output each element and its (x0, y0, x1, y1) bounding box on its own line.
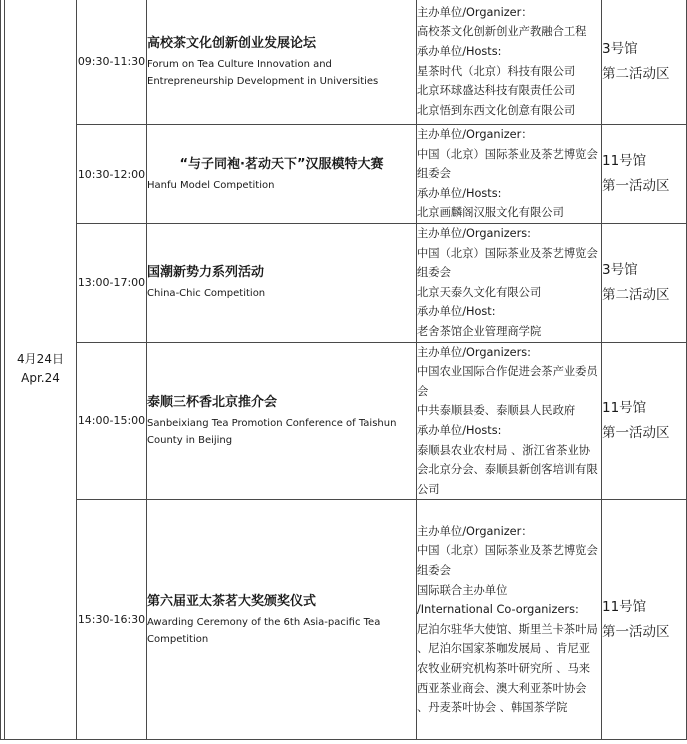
org-line: 北京悟到东西文化创意有限公司 (417, 103, 576, 117)
event-title-en: Forum on Tea Culture Innovation and Entrepreneurship Development in Universities (147, 58, 379, 87)
table-row (1, 125, 687, 224)
event-title-en: Awarding Ceremony of the 6th Asia-pacific Tea Competition (147, 616, 381, 645)
org-line: 主办单位/Organizers: (417, 345, 531, 359)
title-cell (147, 224, 417, 343)
venue-cell (602, 500, 687, 740)
org-line: 老舍茶馆企业管理商学院 (417, 324, 542, 338)
time-cell: 10:30-12:00 (77, 125, 147, 224)
venue-cell (602, 125, 687, 224)
title-cell (147, 125, 417, 224)
event-title-en: Sanbeixiang Tea Promotion Conference of Taishun County in Beijing (147, 417, 397, 446)
date-cn: 4月24日 (17, 352, 64, 367)
org-line: 承办单位/Hosts: (417, 186, 502, 200)
org-line: 主办单位/Organizer： (417, 524, 533, 538)
title-cell (147, 0, 417, 125)
org-line: 泰顺县农业农村局 、浙江省茶业协会北京分会、泰顺县新创客培训有限公司 (417, 443, 598, 496)
org-line: 主办单位/Organizer： (417, 128, 533, 142)
org-line: 主办单位/Organizer： (417, 5, 533, 19)
table-row (1, 224, 687, 343)
venue-hall: 11号馆 (602, 399, 647, 416)
org-line: 北京环球盛达科技有限责任公司 (417, 84, 576, 98)
table-row (1, 0, 687, 125)
organizer-cell (417, 125, 602, 224)
venue-area: 第一活动区 (602, 178, 670, 194)
venue-hall: 11号馆 (602, 153, 647, 169)
venue-area: 第一活动区 (602, 424, 670, 441)
org-line: 国际联合主办单位 (417, 583, 508, 597)
event-title-cn: “与子同袍·茗动天下”汉服模特大赛 (179, 156, 384, 172)
org-line: 中国（北京）国际茶业及茶艺博览会组委会 (417, 246, 598, 280)
org-line: 尼泊尔驻华大使馆、斯里兰卡茶叶局 、尼泊尔国家茶咖发展局 、肯尼亚农牧业研究机构茶叶研究所 、马来西亚茶业商会、澳大利亚茶叶协会 、丹麦茶叶协会 、韩国茶学院 (417, 622, 598, 715)
title-cell (147, 500, 417, 740)
org-line: 承办单位/Hosts: (417, 44, 502, 58)
date-en: Apr.24 (21, 371, 60, 386)
venue-hall: 11号馆 (602, 598, 647, 615)
venue-area: 第一活动区 (602, 623, 670, 640)
table-row (1, 500, 687, 740)
org-line: 北京天泰久文化有限公司 (417, 285, 542, 299)
org-line: 中共泰顺县委、泰顺县人民政府 (417, 404, 576, 418)
venue-cell (602, 0, 687, 125)
table-row (1, 342, 687, 500)
venue-cell (602, 342, 687, 500)
time-cell: 09:30-11:30 (77, 0, 147, 125)
venue-hall: 3号馆 (602, 40, 638, 57)
org-line: 中国农业国际合作促进会茶产业委员会 (417, 365, 598, 398)
event-title-en: China-Chic Competition (147, 288, 266, 300)
event-title-cn: 国潮新势力系列活动 (147, 265, 265, 281)
event-title-cn: 泰顺三杯香北京推介会 (147, 394, 278, 410)
org-line: 星茶时代（北京）科技有限公司 (417, 64, 576, 78)
org-line: 承办单位/Hosts: (417, 423, 502, 437)
organizer-cell (417, 0, 602, 125)
time-cell: 14:00-15:00 (77, 342, 147, 500)
event-title-cn: 高校茶文化创新创业发展论坛 (147, 35, 317, 51)
venue-cell (602, 224, 687, 343)
event-title-cn: 第六届亚太茶茗大奖颁奖仪式 (147, 593, 317, 609)
event-title-en: Hanfu Model Competition (147, 179, 275, 191)
date-cell (5, 0, 77, 740)
time-cell: 13:00-17:00 (77, 224, 147, 343)
venue-area: 第二活动区 (602, 65, 670, 82)
organizer-cell (417, 224, 602, 343)
organizer-cell (417, 500, 602, 740)
org-line: 高校茶文化创新创业产教融合工程 (417, 25, 587, 39)
venue-hall: 3号馆 (602, 261, 638, 278)
organizer-cell (417, 342, 602, 500)
venue-area: 第二活动区 (602, 286, 670, 303)
org-line: 北京画麟阁汉服文化有限公司 (417, 206, 564, 220)
org-line: 主办单位/Organizers: (417, 227, 531, 240)
org-line: 中国（北京）国际茶业及茶艺博览会组委会 (417, 147, 598, 181)
org-line: /International Co-organizers: (417, 603, 579, 617)
time-cell: 15:30-16:30 (77, 500, 147, 740)
org-line: 中国（北京）国际茶业及茶艺博览会组委会 (417, 544, 598, 578)
org-line: 承办单位/Host: (417, 305, 496, 319)
title-cell (147, 342, 417, 500)
